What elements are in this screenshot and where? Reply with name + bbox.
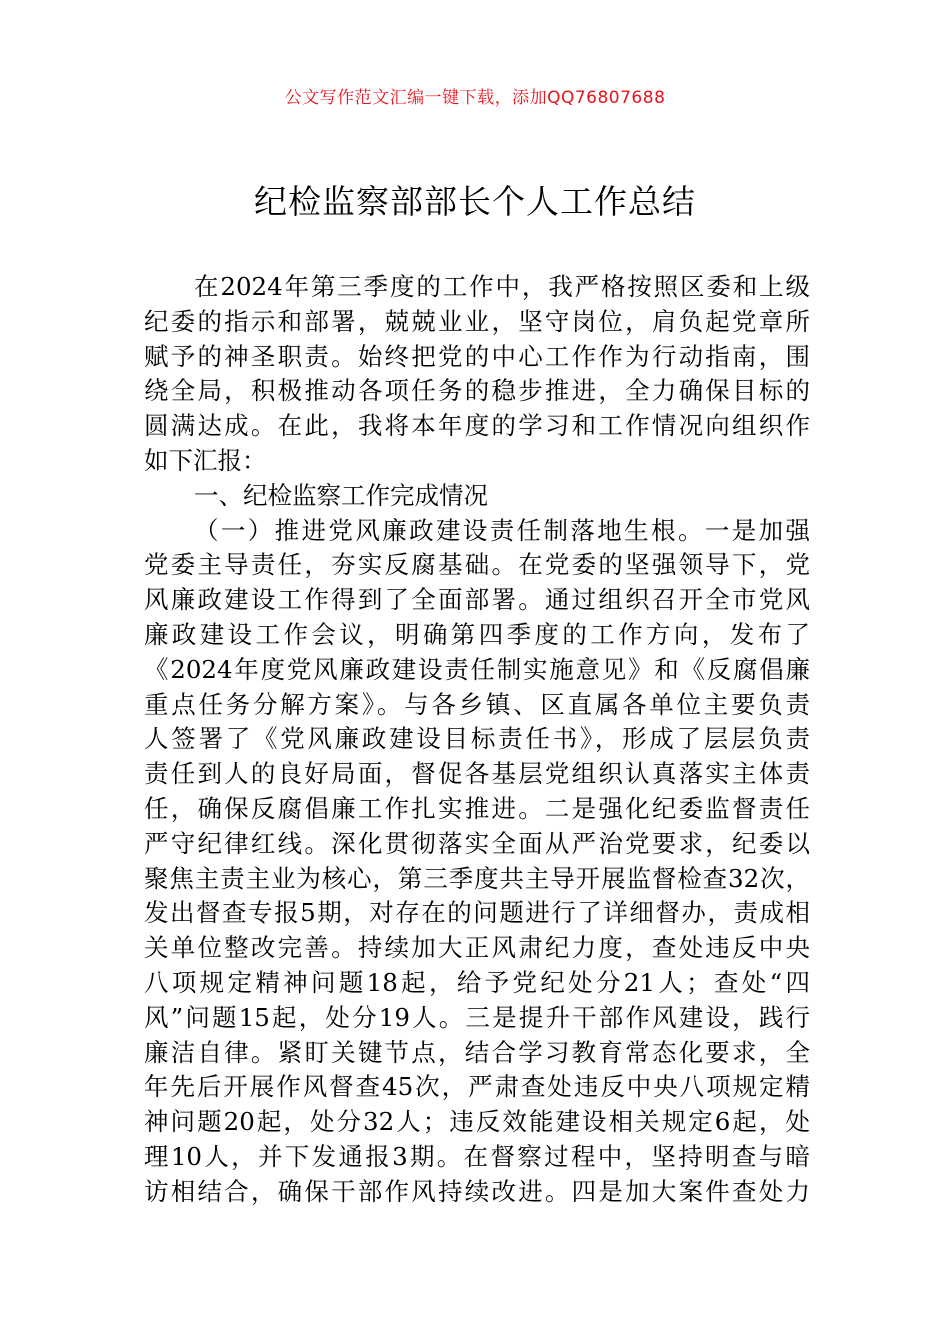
paragraph-line: 圆满达成。在此，我将本年度的学习和工作情况向组织作 — [144, 411, 810, 441]
paragraph-line: 关单位整改完善。持续加大正风肃纪力度，查处违反中央 — [144, 933, 810, 963]
paragraph-line: 在2024年第三季度的工作中，我严格按照区委和上级 — [194, 272, 810, 301]
section-heading: 一、纪检监察工作完成情况 — [194, 480, 488, 510]
paragraph-line: 八项规定精神问题18起，给予党纪处分21人；查处“四 — [144, 967, 810, 997]
paragraph-line: 绕全局，积极推动各项任务的稳步推进，全力确保目标的 — [144, 376, 810, 406]
document-body — [144, 270, 810, 1210]
paragraph-line: 理10人，并下发通报3期。在督察过程中，坚持明查与暗 — [144, 1141, 810, 1171]
paragraph-line: 人签署了《党风廉政建设目标责任书》，形成了层层负责 — [144, 724, 810, 754]
paragraph-line: 神问题20起，处分32人；违反效能建设相关规定6起，处 — [144, 1107, 810, 1137]
paragraph-line: 发出督查专报5期，对存在的问题进行了详细督办，责成相 — [144, 898, 810, 928]
paragraph-line: 聚焦主责主业为核心，第三季度共主导开展监督检查32次， — [144, 863, 810, 893]
paragraph-line: 《2024年度党风廉政建设责任制实施意见》和《反腐倡廉 — [144, 654, 810, 684]
paragraph-line: 廉政建设工作会议，明确第四季度的工作方向，发布了 — [144, 619, 810, 649]
paragraph-line: 访相结合，确保干部作风持续改进。四是加大案件查处力 — [144, 1176, 810, 1206]
paragraph-line: 赋予的神圣职责。始终把党的中心工作作为行动指南，围 — [144, 341, 810, 371]
paragraph-line: 纪委的指示和部署，兢兢业业，坚守岗位，肩负起党章所 — [144, 306, 810, 336]
paragraph-line: 风廉政建设工作得到了全面部署。通过组织召开全市党风 — [144, 585, 810, 615]
paragraph-line: 廉洁自律。紧盯关键节点，结合学习教育常态化要求，全 — [144, 1037, 810, 1067]
paragraph-line: 重点任务分解方案》。与各乡镇、区直属各单位主要负责 — [144, 689, 810, 719]
paragraph-line: 如下汇报： — [144, 445, 267, 475]
paragraph-line: 党委主导责任，夯实反腐基础。在党委的坚强领导下，党 — [144, 550, 810, 580]
watermark-banner: 公文写作范文汇编一键下载，添加QQ76807688 — [284, 88, 666, 108]
paragraph-line: 责任到人的良好局面，督促各基层党组织认真落实主体责 — [144, 759, 810, 789]
paragraph-line: 严守纪律红线。深化贯彻落实全面从严治党要求，纪委以 — [144, 828, 810, 858]
paragraph-line: 年先后开展作风督查45次，严肃查处违反中央八项规定精 — [144, 1072, 810, 1102]
document-title: 纪检监察部部长个人工作总结 — [254, 182, 696, 221]
paragraph-line: 任，确保反腐倡廉工作扎实推进。二是强化纪委监督责任 — [144, 793, 810, 823]
paragraph-line: 风”问题15起，处分19人。三是提升干部作风建设，践行 — [144, 1002, 810, 1032]
paragraph-line: （一）推进党风廉政建设责任制落地生根。一是加强 — [194, 515, 810, 545]
